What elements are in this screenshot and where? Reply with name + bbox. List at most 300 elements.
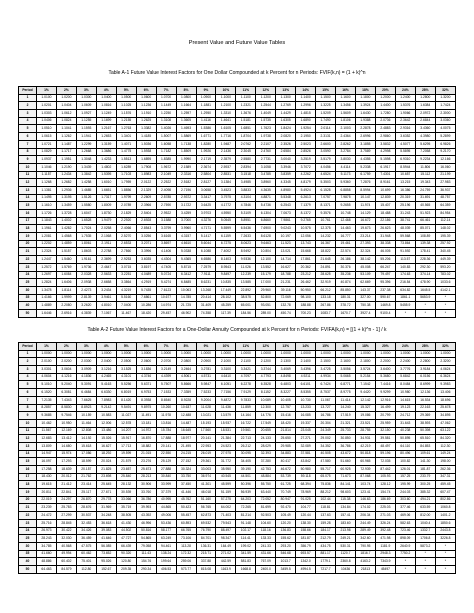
period-cell: 3 xyxy=(19,110,37,118)
factor-cell: 79.543 xyxy=(216,519,236,527)
factor-cell: 3.4259 xyxy=(176,210,196,218)
factor-cell: 10.637 xyxy=(176,404,196,412)
factor-cell: 40.417 xyxy=(276,458,296,466)
factor-cell: 6.3412 xyxy=(176,271,196,279)
factor-cell: 11.974 xyxy=(356,202,376,210)
factor-cell: 6.2278 xyxy=(236,381,256,389)
factor-cell: 20.799 xyxy=(375,412,395,420)
factor-cell: 17.888 xyxy=(156,435,176,443)
factor-cell: 1.8730 xyxy=(96,210,116,218)
factor-cell: 1.6058 xyxy=(156,140,176,148)
factor-cell: 1.6406 xyxy=(56,279,76,287)
factor-cell: 3.6425 xyxy=(196,202,216,210)
factor-cell: 7.4343 xyxy=(56,396,76,404)
table-row xyxy=(19,489,456,497)
factor-cell: 1.7280 xyxy=(375,110,395,118)
factor-cell: 4.5061 xyxy=(176,373,196,381)
factor-cell: 2.0114 xyxy=(316,125,336,133)
factor-cell: 41.646 xyxy=(96,535,116,543)
factor-cell: 6.3624 xyxy=(435,373,455,381)
factor-cell: 1.0615 xyxy=(37,133,57,141)
factor-cell: * xyxy=(395,558,415,566)
factor-cell: 1.0829 xyxy=(37,148,57,156)
factor-cell: 4.2262 xyxy=(296,171,316,179)
factor-cell: 13.552 xyxy=(256,263,276,271)
factor-cell: 34.352 xyxy=(316,442,336,450)
factor-cell: 81.214 xyxy=(236,512,256,520)
factor-cell: 13.727 xyxy=(316,404,336,412)
factor-cell: 1.2936 xyxy=(56,186,76,194)
factor-cell: 23.212 xyxy=(296,271,316,279)
factor-cell: 24.759 xyxy=(415,186,435,194)
factor-cell: 1.1157 xyxy=(37,171,57,179)
factor-cell: 14.785 xyxy=(176,294,196,302)
factor-cell: 1.1664 xyxy=(176,102,196,110)
factor-cell: 28.625 xyxy=(316,271,336,279)
factor-cell: 14.680 xyxy=(56,442,76,450)
factor-cell: 4.4399 xyxy=(156,373,176,381)
factor-cell: 1401.2 xyxy=(435,512,455,520)
factor-cell: 2.9372 xyxy=(176,194,196,202)
factor-cell: 1.1600 xyxy=(336,94,356,102)
period-cell: 12 xyxy=(19,179,37,187)
factor-cell: 49.006 xyxy=(156,512,176,520)
factor-cell: 5.5256 xyxy=(116,381,136,389)
factor-cell: 1.6289 xyxy=(116,163,136,171)
factor-cell: 3.0301 xyxy=(37,366,57,374)
period-cell: 15 xyxy=(19,458,37,466)
factor-cell: 1.0800 xyxy=(176,94,196,102)
factor-cell: 581.83 xyxy=(236,558,256,566)
factor-cell: 4.9934 xyxy=(316,373,336,381)
factor-cell: 2.1719 xyxy=(196,156,216,164)
factor-cell: 64.110 xyxy=(395,442,415,450)
factor-cell: 4.2919 xyxy=(136,279,156,287)
factor-cell: 1.2081 xyxy=(37,233,57,241)
factor-cell: 1.1941 xyxy=(76,133,96,141)
factor-cell: 23.698 xyxy=(96,473,116,481)
factor-cell: 1.5376 xyxy=(395,102,415,110)
factor-cell: 20.157 xyxy=(76,466,96,474)
factor-cell: 164.49 xyxy=(216,542,236,550)
factor-cell: 9.2170 xyxy=(435,148,455,156)
factor-cell: 28.213 xyxy=(136,473,156,481)
document-title: Present Value and Future Value Tables xyxy=(188,40,286,46)
factor-cell: 1.6105 xyxy=(216,125,236,133)
factor-cell: 1.8061 xyxy=(76,240,96,248)
factor-cell: 1.7182 xyxy=(156,148,176,156)
factor-cell: 51.160 xyxy=(196,496,216,504)
factor-cell: 47.727 xyxy=(116,535,136,543)
factor-cell: 378.72 xyxy=(336,302,356,310)
factor-cell: 1.0000 xyxy=(256,350,276,358)
factor-cell: 5.4365 xyxy=(176,256,196,264)
factor-cell: 21.412 xyxy=(56,481,76,489)
factor-cell: 26.212 xyxy=(236,442,256,450)
factor-cell: 26.973 xyxy=(37,527,57,535)
factor-cell: 5653.9 xyxy=(415,294,435,302)
factor-cell: 4.0624 xyxy=(435,366,455,374)
factor-cell: 48.039 xyxy=(395,225,415,233)
factor-cell: 5.5895 xyxy=(395,148,415,156)
factor-cell: 1.0000 xyxy=(316,350,336,358)
factor-cell: 79.058 xyxy=(136,542,156,550)
factor-cell: 1.2100 xyxy=(216,102,236,110)
factor-cell: 50.423 xyxy=(176,504,196,512)
factor-cell: 1.3728 xyxy=(56,210,76,218)
factor-cell: 6.3528 xyxy=(256,381,276,389)
factor-cell: 2.2878 xyxy=(356,125,376,133)
factor-cell: 3.9461 xyxy=(96,294,116,302)
factor-cell: 1.2625 xyxy=(136,117,156,125)
rate-header: 16% xyxy=(336,343,356,351)
factor-cell: 1.0406 xyxy=(37,117,57,125)
factor-cell: 7.2876 xyxy=(356,179,376,187)
factor-cell: 1.9066 xyxy=(395,110,415,118)
factor-cell: 24.297 xyxy=(56,496,76,504)
factor-cell: 29.985 xyxy=(276,442,296,450)
factor-cell: 25.678 xyxy=(435,404,455,412)
factor-cell: 33.760 xyxy=(136,489,156,497)
factor-cell: 4.3276 xyxy=(196,217,216,225)
factor-cell: 34.883 xyxy=(276,450,296,458)
factor-cell: 4.1406 xyxy=(156,248,176,256)
factor-cell: 1.0303 xyxy=(37,110,57,118)
factor-cell: 1.3048 xyxy=(76,156,96,164)
rate-header: 20% xyxy=(375,343,395,351)
factor-cell: 3.2434 xyxy=(96,286,116,294)
factor-cell: 1.5609 xyxy=(336,110,356,118)
factor-cell: 58.177 xyxy=(156,527,176,535)
factor-cell: 1.9254 xyxy=(296,125,316,133)
factor-cell: 8.6999 xyxy=(415,381,435,389)
factor-cell: 12.468 xyxy=(336,217,356,225)
factor-cell: 4.0456 xyxy=(316,163,336,171)
factor-cell: 1.1255 xyxy=(76,117,96,125)
table-row xyxy=(19,102,456,110)
period-cell: 17 xyxy=(19,217,37,225)
factor-cell: 1.2572 xyxy=(37,263,57,271)
factor-cell: 36.618 xyxy=(96,519,116,527)
factor-cell: 44.865 xyxy=(156,504,176,512)
factor-cell: 88.212 xyxy=(316,489,336,497)
factor-cell: 6.1304 xyxy=(256,210,276,218)
rate-header: 7% xyxy=(156,343,176,351)
factor-cell: 9.3576 xyxy=(316,210,336,218)
factor-cell: 356.79 xyxy=(296,542,316,550)
table-row xyxy=(19,309,456,317)
factor-cell: 3459.5 xyxy=(276,565,296,573)
period-cell: 19 xyxy=(19,489,37,497)
rate-header: 3% xyxy=(76,87,96,95)
factor-cell: 634.82 xyxy=(395,286,415,294)
factor-cell: 140.83 xyxy=(395,263,415,271)
factor-cell: 2.1829 xyxy=(116,210,136,218)
factor-cell: 1.0200 xyxy=(56,94,76,102)
rate-header: 3% xyxy=(76,343,96,351)
factor-cell: 60.925 xyxy=(336,466,356,474)
factor-cell: 10.748 xyxy=(336,210,356,218)
factor-cell: 141.30 xyxy=(415,458,435,466)
factor-cell: 36.937 xyxy=(435,186,455,194)
rate-header: 2% xyxy=(56,87,76,95)
factor-cell: 104.60 xyxy=(256,519,276,527)
period-cell: 21 xyxy=(19,504,37,512)
factor-cell: 40.545 xyxy=(216,473,236,481)
factor-cell: 1.0000 xyxy=(176,350,196,358)
factor-cell: 1.5007 xyxy=(156,133,176,141)
factor-cell: 9.2142 xyxy=(96,404,116,412)
factor-cell: 183.60 xyxy=(336,519,356,527)
factor-cell: 1.7424 xyxy=(435,102,455,110)
factor-cell: 1.0900 xyxy=(196,94,216,102)
period-cell: 19 xyxy=(19,233,37,241)
factor-cell: 1.9999 xyxy=(56,294,76,302)
factor-cell: 5.0724 xyxy=(156,271,176,279)
factor-cell: 9.6463 xyxy=(256,240,276,248)
factor-cell: 6.7424 xyxy=(316,381,336,389)
factor-cell: 17.549 xyxy=(256,419,276,427)
period-cell: 5 xyxy=(19,381,37,389)
rate-header: 24% xyxy=(395,343,415,351)
table-row xyxy=(19,125,456,133)
factor-cell: 45.762 xyxy=(176,496,196,504)
factor-cell: 18.430 xyxy=(37,473,57,481)
rate-header: 6% xyxy=(136,343,156,351)
factor-cell: 1.1262 xyxy=(56,133,76,141)
rate-header: 28% xyxy=(415,87,435,95)
table-row xyxy=(19,366,456,374)
factor-cell: 139.38 xyxy=(415,240,435,248)
factor-cell: 47.575 xyxy=(76,542,96,550)
factor-cell: 91.592 xyxy=(395,248,415,256)
rate-header: 18% xyxy=(356,343,376,351)
factor-cell: 32.919 xyxy=(316,279,336,287)
factor-cell: 5.3680 xyxy=(375,373,395,381)
factor-cell: 32.089 xyxy=(296,442,316,450)
factor-cell: 1.6890 xyxy=(296,117,316,125)
factor-cell: 5.5160 xyxy=(116,294,136,302)
factor-cell: 1.6047 xyxy=(76,210,96,218)
table-row xyxy=(19,504,456,512)
rate-header: 6% xyxy=(136,87,156,95)
factor-cell: 6.1759 xyxy=(356,171,376,179)
factor-cell: 8.3938 xyxy=(136,396,156,404)
factor-cell: 9.4420 xyxy=(356,389,376,397)
factor-cell: 20.362 xyxy=(296,263,316,271)
factor-cell: 12.136 xyxy=(415,389,435,397)
factor-cell: 84.579 xyxy=(56,565,76,573)
factor-cell: 3.7776 xyxy=(395,366,415,374)
factor-cell: 5.7507 xyxy=(156,381,176,389)
factor-cell: 1.4258 xyxy=(76,179,96,187)
factor-cell: 1.9388 xyxy=(356,117,376,125)
factor-cell: 92.470 xyxy=(276,504,296,512)
factor-cell: 4.3345 xyxy=(276,179,296,187)
factor-cell: 2.3526 xyxy=(276,140,296,148)
factor-cell: 1.5938 xyxy=(136,148,156,156)
factor-cell: 449.39 xyxy=(435,256,455,264)
factor-cell: 59.568 xyxy=(395,233,415,241)
factor-cell: 25.117 xyxy=(76,489,96,497)
factor-cell: 6.1159 xyxy=(216,233,236,241)
factor-cell: 57.275 xyxy=(216,496,236,504)
factor-cell: 337.88 xyxy=(196,558,216,566)
period-cell: 50 xyxy=(19,309,37,317)
factor-cell: 3.4985 xyxy=(236,179,256,187)
factor-cell: 693.57 xyxy=(296,550,316,558)
factor-cell: 136.31 xyxy=(196,542,216,550)
factor-cell: 1.1000 xyxy=(216,94,236,102)
factor-cell: 85.850 xyxy=(336,286,356,294)
factor-cell: 13.579 xyxy=(216,412,236,420)
factor-cell: 32.453 xyxy=(76,519,96,527)
table-row xyxy=(19,427,456,435)
factor-cell: 41.446 xyxy=(176,489,196,497)
factor-cell: 11.523 xyxy=(276,240,296,248)
factor-cell: 15.179 xyxy=(256,271,276,279)
table-row xyxy=(19,458,456,466)
factor-cell: 1.3382 xyxy=(136,125,156,133)
factor-cell: 5.1010 xyxy=(37,381,57,389)
factor-cell: 434.75 xyxy=(316,542,336,550)
factor-cell: 2.0700 xyxy=(156,358,176,366)
factor-cell: 3.2781 xyxy=(196,366,216,374)
factor-cell: 723.46 xyxy=(395,527,415,535)
factor-cell: 292.30 xyxy=(415,263,435,271)
factor-cell: 2.2522 xyxy=(156,179,176,187)
factor-cell: 1.5036 xyxy=(136,140,156,148)
factor-cell: 2.5804 xyxy=(196,171,216,179)
factor-cell: 1.2763 xyxy=(116,125,136,133)
factor-cell: 20.012 xyxy=(56,473,76,481)
factor-cell: 10.260 xyxy=(156,404,176,412)
factor-cell: 18.882 xyxy=(136,442,156,450)
factor-cell: 1.2000 xyxy=(375,94,395,102)
period-cell: 7 xyxy=(19,396,37,404)
factor-cell: 17.560 xyxy=(196,427,216,435)
factor-cell: 2.1600 xyxy=(336,358,356,366)
factor-cell: 1.2950 xyxy=(196,110,216,118)
factor-cell: * xyxy=(415,550,435,558)
factor-cell: 24.712 xyxy=(395,412,415,420)
factor-cell: 1.6446 xyxy=(37,309,57,317)
factor-cell: 36.459 xyxy=(76,535,96,543)
factor-cell: 12.239 xyxy=(236,271,256,279)
factor-cell: 18.292 xyxy=(96,450,116,458)
factor-cell: 8.5944 xyxy=(395,163,415,171)
factor-cell: 1.0000 xyxy=(116,350,136,358)
factor-cell: 2.5937 xyxy=(216,163,236,171)
factor-cell: * xyxy=(415,558,435,566)
factor-cell: 2.6928 xyxy=(136,217,156,225)
factor-cell: 431.66 xyxy=(256,550,276,558)
factor-cell: 117.39 xyxy=(216,309,236,317)
factor-cell: 72.939 xyxy=(356,466,376,474)
factor-cell: 104.77 xyxy=(296,504,316,512)
factor-cell: 8.5994 xyxy=(356,186,376,194)
factor-cell: 87.442 xyxy=(375,466,395,474)
factor-cell: 42.753 xyxy=(256,466,276,474)
factor-cell: 34.426 xyxy=(76,527,96,535)
factor-cell: 327.00 xyxy=(356,294,376,302)
factor-cell: 7.9111 xyxy=(196,271,216,279)
factor-cell: 4.8871 xyxy=(256,194,276,202)
rate-header: 32% xyxy=(435,343,455,351)
factor-cell: 84.853 xyxy=(415,442,435,450)
period-cell: 14 xyxy=(19,194,37,202)
factor-cell: 38.142 xyxy=(356,256,376,264)
rate-header: 9% xyxy=(196,343,216,351)
factor-cell: 10.405 xyxy=(276,396,296,404)
factor-cell: 34.931 xyxy=(356,435,376,443)
factor-cell: 3.8359 xyxy=(276,171,296,179)
period-cell: 12 xyxy=(19,435,37,443)
factor-cell: 5.8666 xyxy=(176,381,196,389)
factor-cell: 75.836 xyxy=(316,481,336,489)
factor-cell: 8.3227 xyxy=(276,389,296,397)
factor-cell: 12.808 xyxy=(76,427,96,435)
factor-cell: 7.0400 xyxy=(116,302,136,310)
factor-cell: 7.4416 xyxy=(375,381,395,389)
factor-cell: 73.106 xyxy=(176,535,196,543)
factor-cell: 1.1800 xyxy=(356,94,376,102)
factor-cell: 2.6600 xyxy=(316,140,336,148)
factor-cell: 1706.8 xyxy=(415,535,435,543)
factor-cell: 5.3109 xyxy=(236,210,256,218)
factor-cell: 2.6996 xyxy=(356,133,376,141)
factor-cell: 29.778 xyxy=(96,496,116,504)
factor-cell: 16.499 xyxy=(375,404,395,412)
factor-cell: 4.7846 xyxy=(236,202,256,210)
factor-cell: 2.2080 xyxy=(56,302,76,310)
factor-cell: 1.0000 xyxy=(435,350,455,358)
factor-cell: 881.17 xyxy=(316,550,336,558)
factor-cell: 87.068 xyxy=(356,473,376,481)
table-row xyxy=(19,389,456,397)
factor-cell: 24.472 xyxy=(37,512,57,520)
factor-cell: 1.3439 xyxy=(76,163,96,171)
factor-cell: 12.916 xyxy=(375,396,395,404)
factor-cell: * xyxy=(435,309,455,317)
factor-cell: 5.4924 xyxy=(296,186,316,194)
factor-cell: 2.3699 xyxy=(96,256,116,264)
header-row xyxy=(19,87,456,95)
factor-cell: 2.5580 xyxy=(236,156,256,164)
factor-cell: 154.76 xyxy=(136,558,156,566)
factor-cell: 5.6044 xyxy=(196,240,216,248)
factor-cell: 1.0721 xyxy=(37,140,57,148)
factor-cell: 41.660 xyxy=(37,550,57,558)
factor-cell: 6.8858 xyxy=(336,186,356,194)
factor-cell: 1.0937 xyxy=(37,156,57,164)
factor-cell: 21813 xyxy=(356,565,376,573)
factor-cell: 4.9211 xyxy=(296,373,316,381)
factor-cell: 6.5436 xyxy=(236,225,256,233)
factor-cell: 7.7156 xyxy=(216,389,236,397)
factor-cell: 1.5126 xyxy=(76,194,96,202)
factor-cell: 80.947 xyxy=(276,496,296,504)
table-row xyxy=(19,148,456,156)
factor-cell: 5.3091 xyxy=(76,381,96,389)
factor-cell: 1.7535 xyxy=(76,233,96,241)
factor-cell: 2.7590 xyxy=(156,202,176,210)
factor-cell: 2.0300 xyxy=(76,358,96,366)
factor-cell: 8.9543 xyxy=(216,263,236,271)
factor-cell: 38.593 xyxy=(415,419,435,427)
factor-cell: 10.147 xyxy=(356,194,376,202)
factor-cell: 2.4066 xyxy=(116,225,136,233)
